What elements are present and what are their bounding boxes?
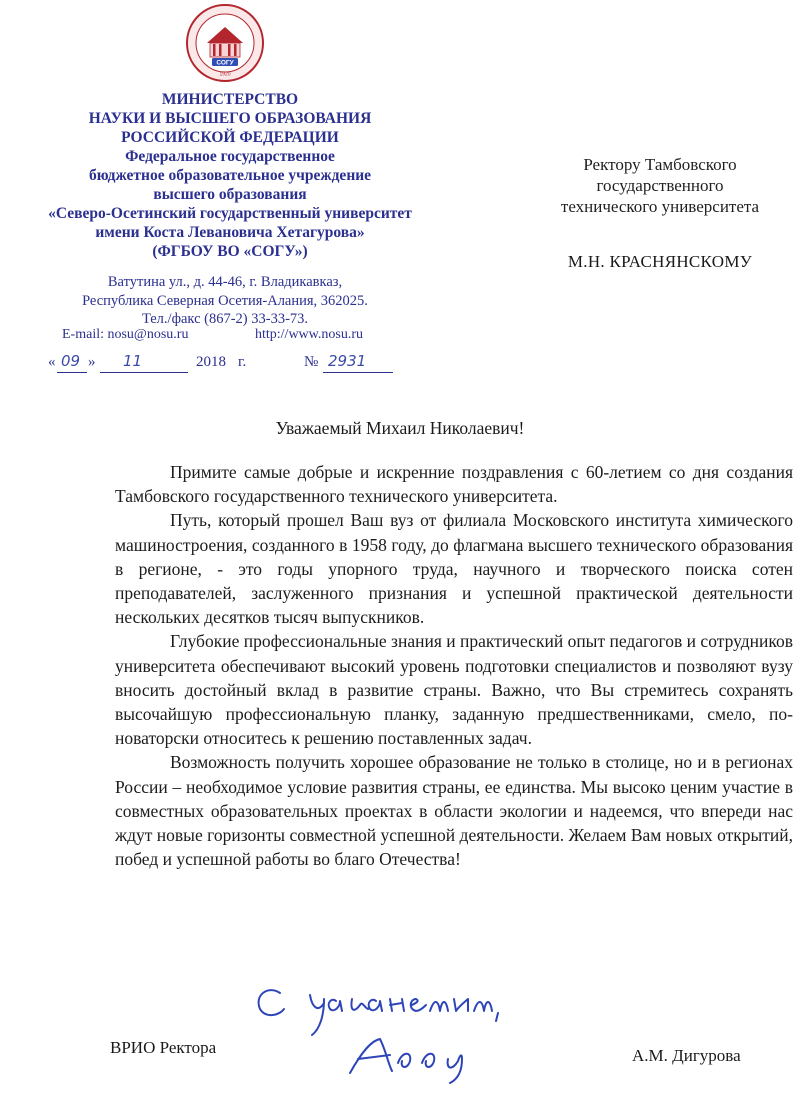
address-line-3: Тел./факс (867-2) 33-33-73. xyxy=(141,311,309,327)
ministry-line-1: МИНИСТЕРСТВО xyxy=(161,91,299,108)
letter-number: 2931 xyxy=(328,352,367,370)
date-open-quote: « xyxy=(48,354,56,370)
institution-line-4: «Северо-Осетинский государственный университет xyxy=(48,205,412,222)
ministry-line-3: РОССИЙСКОЙ ФЕДЕРАЦИИ xyxy=(121,129,339,146)
date-close-quote: » xyxy=(88,354,96,370)
ministry-header xyxy=(40,90,420,147)
number-underline xyxy=(323,372,393,373)
recipient-name: М.Н. КРАСНЯНСКОМУ xyxy=(567,252,753,271)
institution-line-3: высшего образования xyxy=(153,186,307,203)
recipient-line-3: технического университета xyxy=(560,197,760,216)
email-text: E-mail: nosu@nosu.ru xyxy=(62,327,189,342)
day-underline xyxy=(57,372,87,373)
paragraph-2: Путь, который прошел Ваш вуз от филиала Московского института химического машиностроения, созданного в 1958 году, до флагмана высшего технического образования в регионе, - это годы упорного труда, научного и творческого поиска сотен преподавателей, заслуженного признания и успешной практической деятельности нескольких десятков тысяч выпускников. xyxy=(115,510,793,628)
letter-body xyxy=(115,460,793,871)
paragraph-4: Возможность получить хорошее образование не только в столице, но и в регионах России – необходимое условие развития страны, ее единства. Мы высоко ценим участие в совместных образовательных проектах в области экологии и надеемся, что впереди нас ждут новые горизонты совместной успешной деятельности. Желаем Вам новых открытий, побед и успешной работы во благо Отечества! xyxy=(115,752,793,870)
signatory-name: А.М. Дигурова xyxy=(632,1046,741,1065)
greeting: Уважаемый Михаил Николаевич! xyxy=(275,418,525,438)
institution-line-1: Федеральное государственное xyxy=(125,148,335,165)
recipient-line-2: государственного xyxy=(596,176,724,195)
number-label: № xyxy=(304,354,319,370)
paragraph-3: Глубокие профессиональные знания и практический опыт педагогов и сотрудников университета обеспечивают высокий уровень подготовки специалистов и позволяют вузу вносить достойный вклад в развитие страны. Важно, что Вы стремитесь сохранять высочайшую профессиональную планку, заданную предшественниками, смело, по-новаторски относитесь к решению поставленных задач. xyxy=(115,631,793,749)
handwritten-signature xyxy=(240,955,580,1085)
date-day: 09 xyxy=(61,352,81,370)
institution-header xyxy=(40,147,420,261)
ministry-line-2: НАУКИ И ВЫСШЕГО ОБРАЗОВАНИЯ xyxy=(88,110,372,127)
institution-line-6: (ФГБОУ ВО «СОГУ») xyxy=(152,243,308,260)
month-underline xyxy=(100,372,188,373)
institution-line-5: имени Коста Левановича Хетагурова» xyxy=(95,224,365,241)
date-month: 11 xyxy=(123,352,143,370)
address-block xyxy=(40,273,410,329)
recipient-line-1: Ректору Тамбовского xyxy=(583,155,737,174)
signatory-title: ВРИО Ректора xyxy=(110,1038,217,1057)
logo-year: 1920 xyxy=(219,71,231,78)
paragraph-1: Примите самые добрые и искренние поздравления с 60-летием со дня создания Тамбовского государственного технического университета. xyxy=(115,462,793,507)
address-line-1: Ватутина ул., д. 44-46, г. Владикавказ, xyxy=(107,274,343,290)
address-line-2: Республика Северная Осетия-Алания, 362025. xyxy=(82,292,368,309)
institution-line-2: бюджетное образовательное учреждение xyxy=(88,167,372,184)
recipient-block xyxy=(530,154,790,217)
university-seal-logo xyxy=(185,3,265,83)
logo-text: СОГУ xyxy=(216,59,234,67)
website-text: http://www.nosu.ru xyxy=(255,327,363,342)
date-year: 2018 xyxy=(196,354,226,370)
date-year-suffix: г. xyxy=(238,354,247,370)
date-number-line xyxy=(48,352,408,376)
